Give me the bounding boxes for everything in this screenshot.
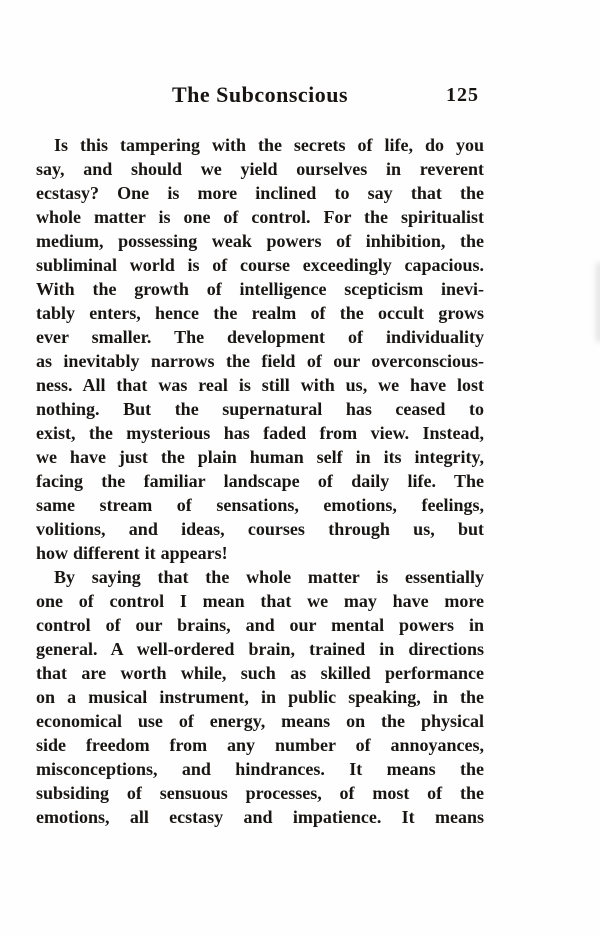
text-line: misconceptions, and hindrances. It means the bbox=[36, 759, 484, 779]
text-line: say, and should we yield ourselves in reverent bbox=[36, 159, 484, 179]
text-line: subliminal world is of course exceedingly capacious. bbox=[36, 255, 484, 275]
text-line: nothing. But the supernatural has ceased to bbox=[36, 399, 484, 419]
text-line: emotions, all ecstasy and impatience. It means bbox=[36, 807, 484, 827]
text-line: we have just the plain human self in its integrity, bbox=[36, 447, 484, 467]
running-header bbox=[36, 82, 484, 110]
text-line: general. A well-ordered brain, trained in directions bbox=[36, 639, 484, 659]
paragraph bbox=[36, 133, 484, 565]
text-line: By saying that the whole matter is essentially bbox=[54, 567, 484, 587]
text-line: side freedom from any number of annoyances, bbox=[36, 735, 484, 755]
text-line: as inevitably narrows the field of our overconscious- bbox=[36, 351, 484, 371]
text-line: With the growth of intelligence scepticism inevi- bbox=[36, 279, 484, 299]
text-line: volitions, and ideas, courses through us, but bbox=[36, 519, 484, 539]
text-line: how different it appears! bbox=[36, 543, 228, 563]
page-number: 125 bbox=[446, 84, 479, 106]
text-line: exist, the mysterious has faded from view. Instead, bbox=[36, 423, 484, 443]
text-line: that are worth while, such as skilled performance bbox=[36, 663, 484, 683]
text-line: facing the familiar landscape of daily life. The bbox=[36, 471, 484, 491]
text-line: economical use of energy, means on the physical bbox=[36, 711, 484, 731]
text-line: Is this tampering with the secrets of life, do you bbox=[54, 135, 484, 155]
scan-smudge bbox=[596, 262, 600, 342]
text-line: control of our brains, and our mental powers in bbox=[36, 615, 484, 635]
text-line: same stream of sensations, emotions, feelings, bbox=[36, 495, 484, 515]
text-line: on a musical instrument, in public speaking, in the bbox=[36, 687, 484, 707]
text-column bbox=[36, 133, 484, 829]
page-title: The Subconscious bbox=[171, 82, 349, 107]
text-line: ever smaller. The development of individuality bbox=[36, 327, 484, 347]
text-line: medium, possessing weak powers of inhibition, the bbox=[36, 231, 484, 251]
text-line: whole matter is one of control. For the spiritualist bbox=[36, 207, 484, 227]
text-line: one of control I mean that we may have more bbox=[36, 591, 484, 611]
paragraph bbox=[36, 565, 484, 829]
text-line: ecstasy? One is more inclined to say that the bbox=[36, 183, 484, 203]
text-line: subsiding of sensuous processes, of most of the bbox=[36, 783, 484, 803]
text-line: ness. All that was real is still with us, we have lost bbox=[36, 375, 484, 395]
text-line: tably enters, hence the realm of the occult grows bbox=[36, 303, 484, 323]
